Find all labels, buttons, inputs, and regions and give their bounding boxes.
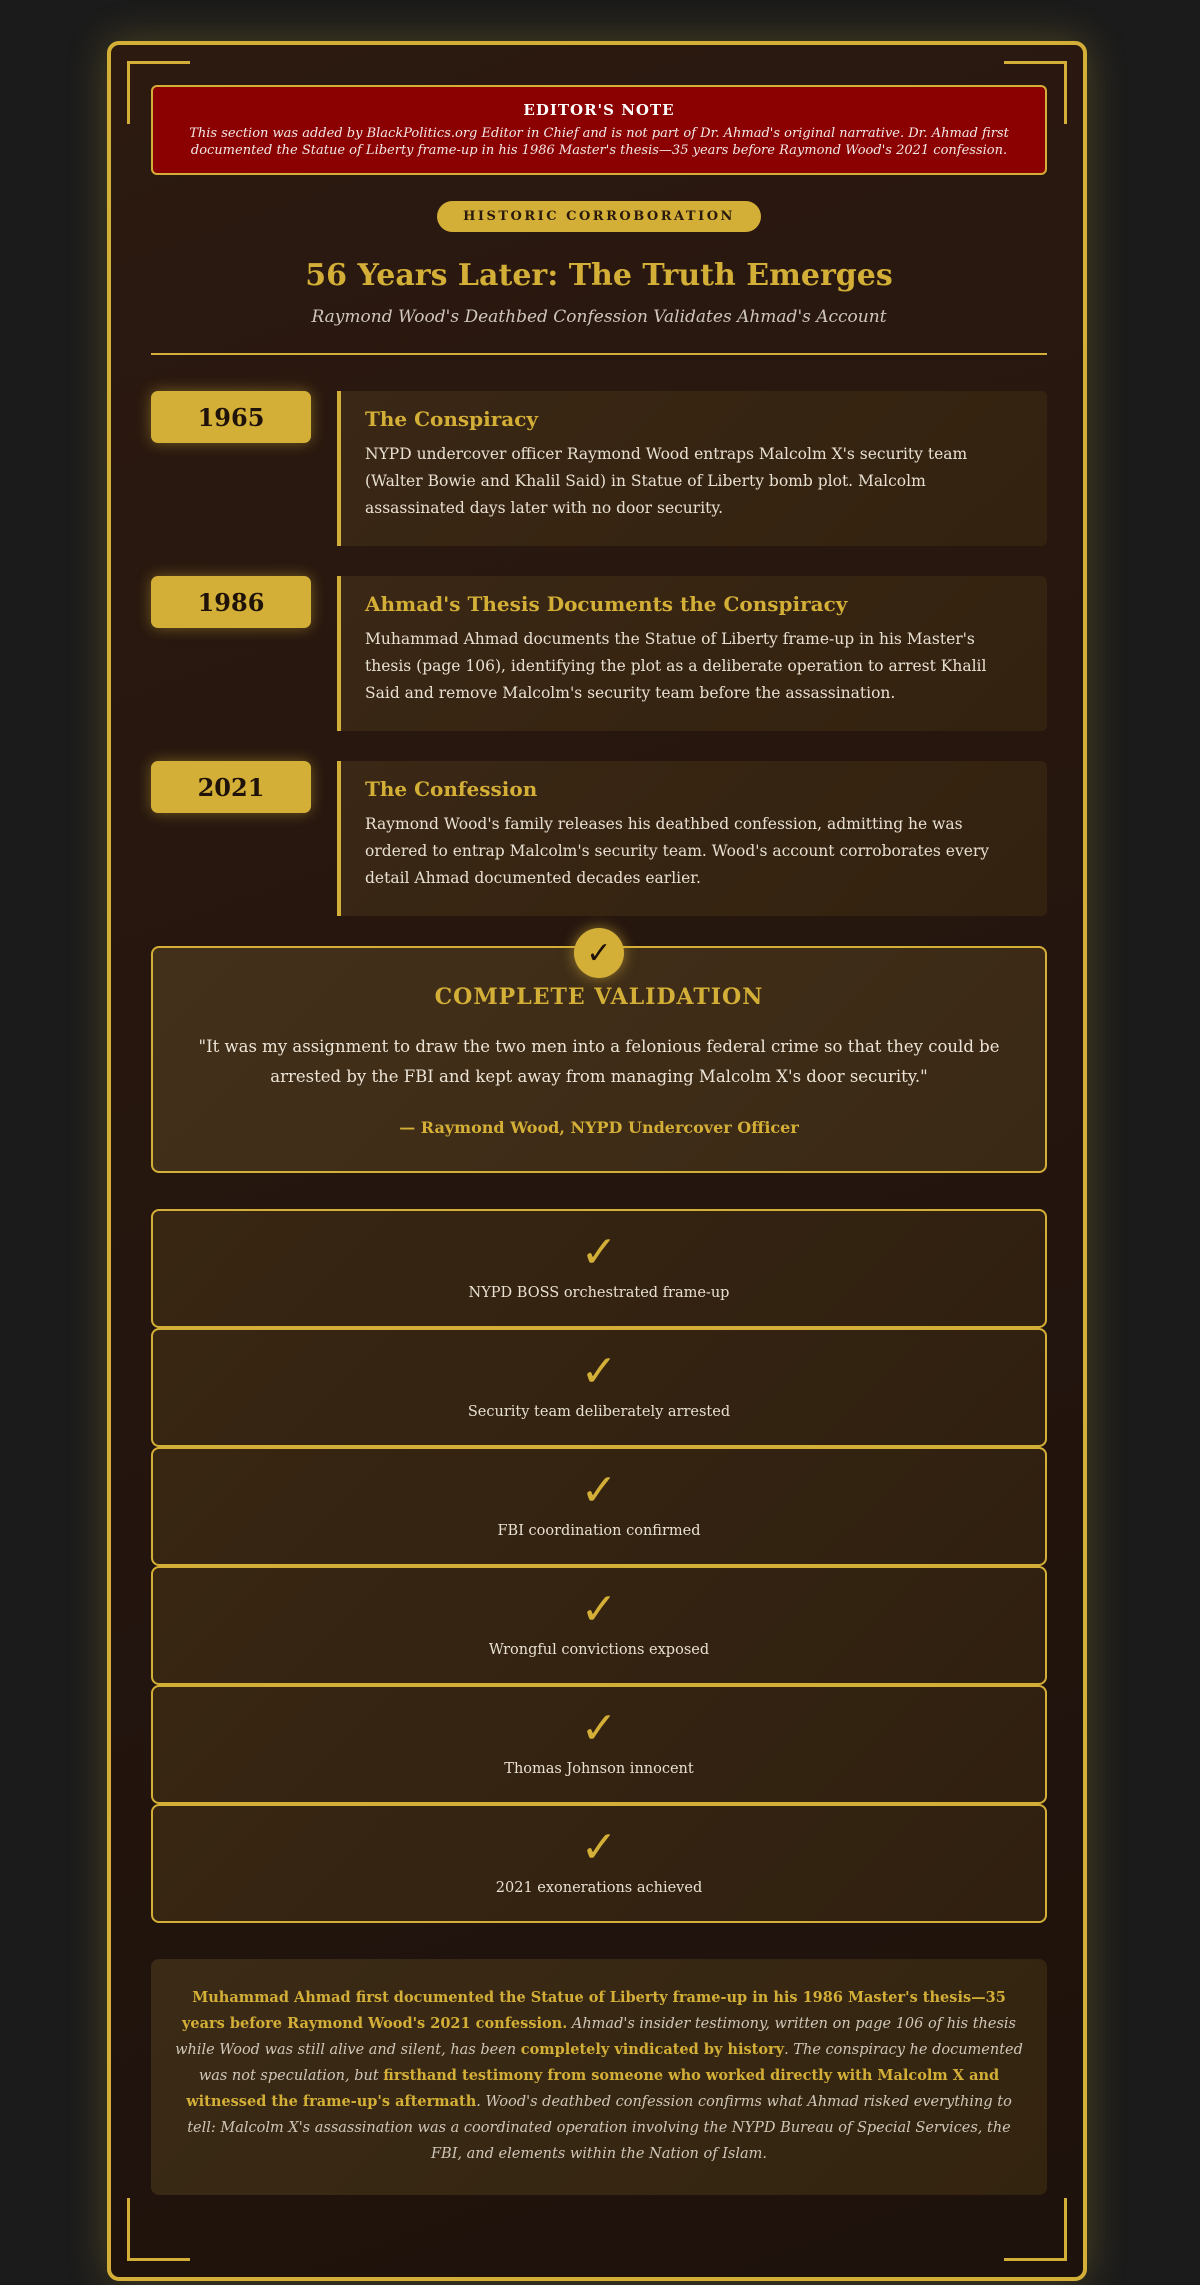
checklist-item bbox=[151, 1328, 1047, 1447]
summary-highlight: completely vindicated by history bbox=[520, 2041, 785, 2058]
corner-ornament-bottom-left bbox=[127, 2198, 190, 2261]
check-icon: ✓ bbox=[580, 1822, 618, 1873]
timeline-card bbox=[337, 761, 1047, 916]
checklist-item bbox=[151, 1804, 1047, 1923]
timeline-year-badge: 2021 bbox=[151, 761, 311, 813]
timeline bbox=[151, 391, 1047, 916]
summary-paragraph bbox=[151, 1959, 1047, 2195]
validation-quote: "It was my assignment to draw the two men into a felonious federal crime so that they could be arrested by the FBI and kept away from managing Malcolm X's door security." bbox=[198, 1037, 1000, 1086]
summary-text: . The conspiracy he documented was not speculation, but bbox=[198, 2042, 1023, 2084]
page-title: 56 Years Later: The Truth Emerges bbox=[305, 258, 893, 293]
check-icon: ✓ bbox=[580, 1584, 618, 1635]
timeline-description: Raymond Wood's family releases his deathbed confession, admitting he was ordered to entrap Malcolm's security team. Wood's account corroborates every detail Ahmad documented decades earlier. bbox=[365, 815, 990, 887]
timeline-card bbox=[337, 391, 1047, 546]
check-icon: ✓ bbox=[580, 1346, 618, 1397]
checklist-label: Wrongful convictions exposed bbox=[488, 1642, 710, 1658]
checklist-label: Thomas Johnson innocent bbox=[504, 1761, 694, 1777]
timeline-description: NYPD undercover officer Raymond Wood entraps Malcolm X's security team (Walter Bowie and Khalil Said) in Statue of Liberty bomb plot. Malcolm assassinated days later with no door security. bbox=[365, 445, 968, 517]
check-icon: ✓ bbox=[580, 1703, 618, 1754]
timeline-title: The Confession bbox=[365, 777, 538, 801]
timeline-item bbox=[151, 391, 1047, 546]
article-content bbox=[151, 85, 1047, 2195]
editor-note-body: This section was added by BlackPolitics.org Editor in Chief and is not part of Dr. Ahmad's original narrative. Dr. Ahmad first documented the Statue of Liberty frame-up in his 1986 Master's thesis—35 years before Raymond Wood's 2021 confession. bbox=[189, 126, 1009, 158]
quote-attribution: — Raymond Wood, NYPD Undercover Officer bbox=[399, 1118, 799, 1137]
editor-note bbox=[151, 85, 1047, 175]
corner-ornament-bottom-right bbox=[1004, 2198, 1067, 2261]
check-icon: ✓ bbox=[574, 928, 624, 978]
validation-title: COMPLETE VALIDATION bbox=[434, 984, 764, 1010]
timeline-item bbox=[151, 761, 1047, 916]
checklist-item bbox=[151, 1447, 1047, 1566]
timeline-title: Ahmad's Thesis Documents the Conspiracy bbox=[365, 592, 848, 616]
header-divider bbox=[151, 353, 1047, 355]
validation-box bbox=[151, 935, 1047, 1173]
section-badge: HISTORIC CORROBORATION bbox=[437, 201, 761, 232]
timeline-year-badge: 1986 bbox=[151, 576, 311, 628]
editor-note-title: EDITOR'S NOTE bbox=[523, 101, 675, 119]
checklist-item bbox=[151, 1566, 1047, 1685]
checklist-item bbox=[151, 1685, 1047, 1804]
summary-text: Ahmad's insider testimony, written on page 106 of his thesis while Wood was still alive and silent, has been bbox=[175, 2016, 1016, 2058]
check-icon: ✓ bbox=[580, 1465, 618, 1516]
timeline-card bbox=[337, 576, 1047, 731]
timeline-year-badge: 1965 bbox=[151, 391, 311, 443]
article-frame bbox=[107, 41, 1087, 2281]
checklist-label: Security team deliberately arrested bbox=[467, 1404, 731, 1420]
timeline-item bbox=[151, 576, 1047, 731]
timeline-description: Muhammad Ahmad documents the Statue of Liberty frame-up in his Master's thesis (page 106), identifying the plot as a deliberate operation to arrest Khalil Said and remove Malcolm's security team before the assassination. bbox=[365, 630, 987, 702]
checklist-item bbox=[151, 1209, 1047, 1328]
summary-highlight: Muhammad Ahmad first documented the Statue of Liberty frame-up in his 1986 Master's thesis—35 years before Raymond Wood's 2021 confession. bbox=[181, 1989, 1006, 2032]
summary-text: . Wood's deathbed confession confirms what Ahmad risked everything to tell: Malcolm X's assassination was a coordinated operation involving the NYPD Bureau of Special Services, the FBI, and elements within the Nation of Islam. bbox=[187, 2094, 1012, 2162]
validation-checklist bbox=[151, 1209, 1047, 1923]
check-icon: ✓ bbox=[580, 1227, 618, 1278]
checklist-label: FBI coordination confirmed bbox=[497, 1523, 701, 1539]
checklist-label: 2021 exonerations achieved bbox=[495, 1880, 703, 1896]
page-subtitle: Raymond Wood's Deathbed Confession Validates Ahmad's Account bbox=[311, 307, 887, 327]
checklist-label: NYPD BOSS orchestrated frame-up bbox=[468, 1285, 730, 1301]
timeline-title: The Conspiracy bbox=[365, 407, 539, 431]
summary-highlight: firsthand testimony from someone who worked directly with Malcolm X and witnessed the frame-up's aftermath bbox=[186, 2067, 1000, 2110]
